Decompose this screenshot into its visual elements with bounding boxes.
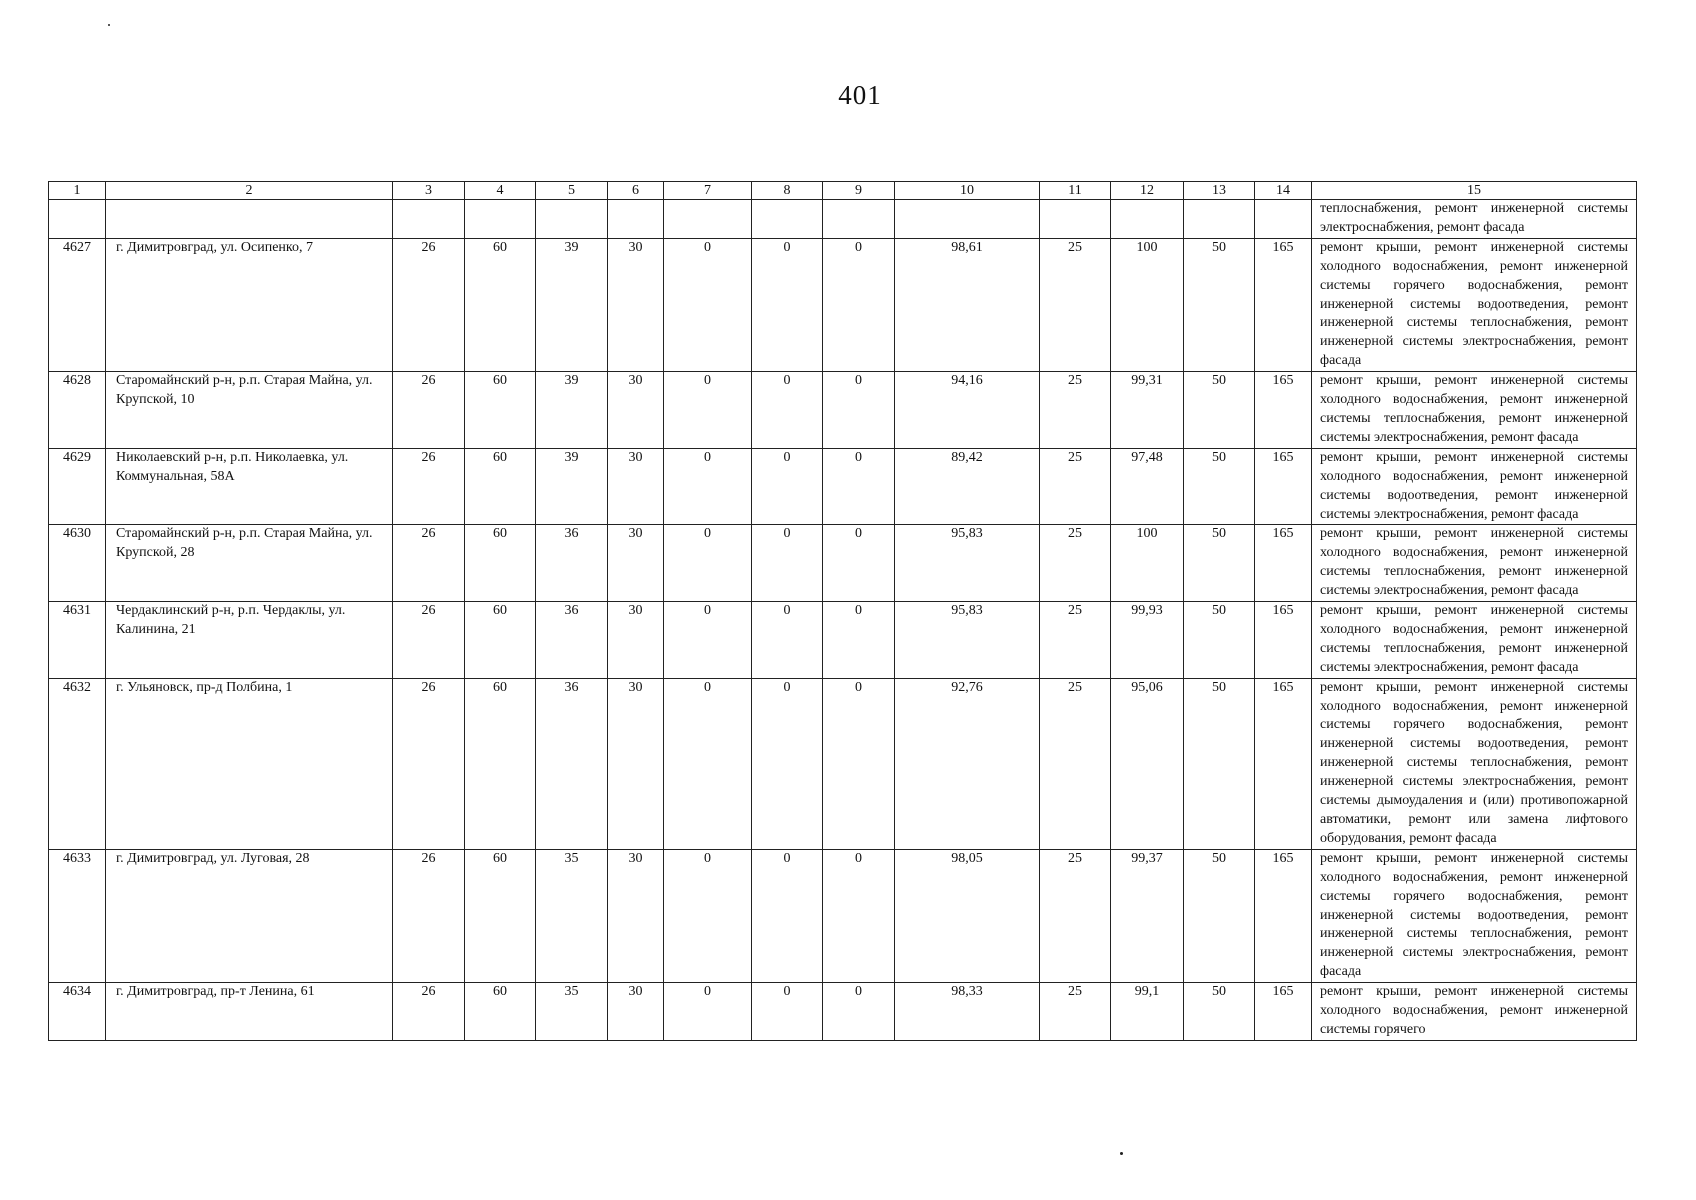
works-cell: ремонт крыши, ремонт инженерной системы холодного водоснабжения, ремонт инженерной системы горячего водоснабжения, ремонт инженерной системы водоотведения, ремонт инженерной системы теплоснабжения, ремонт инженерной системы электроснабжения, ремонт системы дымоудаления и (или) противопожарной автоматики, ремонт или замена лифтового оборудования, ремонт фасада — [1312, 678, 1637, 849]
col-3: 26 — [393, 849, 465, 982]
col-13: 50 — [1184, 448, 1255, 525]
address: г. Ульяновск, пр-д Полбина, 1 — [106, 678, 393, 849]
col-10: 89,42 — [895, 448, 1040, 525]
col-11: 25 — [1040, 849, 1111, 982]
column-header: 13 — [1184, 182, 1255, 200]
col-3: 26 — [393, 678, 465, 849]
col-12: 99,31 — [1111, 372, 1184, 449]
col-6: 30 — [608, 448, 664, 525]
col-11: 25 — [1040, 238, 1111, 371]
col-3: 26 — [393, 448, 465, 525]
table-row — [49, 525, 1637, 602]
column-header: 5 — [536, 182, 608, 200]
column-header: 12 — [1111, 182, 1184, 200]
works-cell: теплоснабжения, ремонт инженерной системы электроснабжения, ремонт фасада — [1312, 200, 1637, 239]
col-10: 98,05 — [895, 849, 1040, 982]
col-9: 0 — [823, 602, 895, 679]
col-8: 0 — [752, 448, 823, 525]
col-6: 30 — [608, 238, 664, 371]
column-header: 4 — [465, 182, 536, 200]
col-4: 60 — [465, 238, 536, 371]
table-row — [49, 602, 1637, 679]
column-header: 6 — [608, 182, 664, 200]
address: Старомайнский р-н, р.п. Старая Майна, ул. Крупской, 10 — [106, 372, 393, 449]
col-4: 60 — [465, 678, 536, 849]
col-12: 99,93 — [1111, 602, 1184, 679]
col-12: 95,06 — [1111, 678, 1184, 849]
col-14: 165 — [1255, 849, 1312, 982]
col-3: 26 — [393, 983, 465, 1041]
scan-speck — [108, 24, 110, 26]
col-5: 39 — [536, 238, 608, 371]
address: г. Димитровград, ул. Осипенко, 7 — [106, 238, 393, 371]
table-row — [49, 983, 1637, 1041]
col-7: 0 — [664, 602, 752, 679]
col-5: 36 — [536, 525, 608, 602]
col-9: 0 — [823, 525, 895, 602]
address: г. Димитровград, пр-т Ленина, 61 — [106, 983, 393, 1041]
col-8: 0 — [752, 372, 823, 449]
col-4: 60 — [465, 849, 536, 982]
col-7: 0 — [664, 238, 752, 371]
col-5: 36 — [536, 602, 608, 679]
col-6: 30 — [608, 983, 664, 1041]
col-10: 95,83 — [895, 602, 1040, 679]
col-11: 25 — [1040, 525, 1111, 602]
col-13: 50 — [1184, 678, 1255, 849]
col-13: 50 — [1184, 602, 1255, 679]
col-5: 35 — [536, 983, 608, 1041]
col-6: 30 — [608, 525, 664, 602]
col-7: 0 — [664, 525, 752, 602]
col-12: 100 — [1111, 525, 1184, 602]
address: Чердаклинский р-н, р.п. Чердаклы, ул. Калинина, 21 — [106, 602, 393, 679]
col-6: 30 — [608, 849, 664, 982]
col-14: 165 — [1255, 238, 1312, 371]
col-7: 0 — [664, 849, 752, 982]
col-5: 35 — [536, 849, 608, 982]
col-10: 98,33 — [895, 983, 1040, 1041]
row-number: 4633 — [49, 849, 106, 982]
address: Николаевский р-н, р.п. Николаевка, ул. Коммунальная, 58А — [106, 448, 393, 525]
col-14: 165 — [1255, 678, 1312, 849]
col-9: 0 — [823, 372, 895, 449]
col-6: 30 — [608, 372, 664, 449]
scan-speck — [1120, 1152, 1123, 1155]
col-4: 60 — [465, 372, 536, 449]
col-14: 165 — [1255, 372, 1312, 449]
col-3: 26 — [393, 602, 465, 679]
column-header: 11 — [1040, 182, 1111, 200]
column-header: 1 — [49, 182, 106, 200]
col-13: 50 — [1184, 525, 1255, 602]
column-header: 10 — [895, 182, 1040, 200]
col-10: 94,16 — [895, 372, 1040, 449]
col-11: 25 — [1040, 372, 1111, 449]
col-6: 30 — [608, 678, 664, 849]
col-8: 0 — [752, 238, 823, 371]
col-8: 0 — [752, 602, 823, 679]
continuation-row — [49, 200, 1637, 239]
column-number-header-row — [49, 182, 1637, 200]
col-13: 50 — [1184, 849, 1255, 982]
col-14: 165 — [1255, 525, 1312, 602]
col-4: 60 — [465, 602, 536, 679]
col-9: 0 — [823, 448, 895, 525]
column-header: 2 — [106, 182, 393, 200]
works-cell: ремонт крыши, ремонт инженерной системы холодного водоснабжения, ремонт инженерной системы горячего водоснабжения, ремонт инженерной системы водоотведения, ремонт инженерной системы теплоснабжения, ремонт инженерной системы электроснабжения, ремонт фасада — [1312, 238, 1637, 371]
column-header: 15 — [1312, 182, 1637, 200]
col-3: 26 — [393, 372, 465, 449]
col-4: 60 — [465, 983, 536, 1041]
table-row — [49, 372, 1637, 449]
col-11: 25 — [1040, 983, 1111, 1041]
col-13: 50 — [1184, 983, 1255, 1041]
row-number: 4629 — [49, 448, 106, 525]
col-14: 165 — [1255, 448, 1312, 525]
col-3: 26 — [393, 525, 465, 602]
row-number: 4631 — [49, 602, 106, 679]
col-11: 25 — [1040, 602, 1111, 679]
works-cell: ремонт крыши, ремонт инженерной системы холодного водоснабжения, ремонт инженерной системы теплоснабжения, ремонт инженерной системы электроснабжения, ремонт фасада — [1312, 525, 1637, 602]
works-table — [48, 181, 1637, 1041]
col-13: 50 — [1184, 372, 1255, 449]
col-12: 97,48 — [1111, 448, 1184, 525]
row-number: 4627 — [49, 238, 106, 371]
row-number: 4632 — [49, 678, 106, 849]
row-number: 4628 — [49, 372, 106, 449]
works-cell: ремонт крыши, ремонт инженерной системы холодного водоснабжения, ремонт инженерной системы теплоснабжения, ремонт инженерной системы электроснабжения, ремонт фасада — [1312, 602, 1637, 679]
col-10: 95,83 — [895, 525, 1040, 602]
works-cell: ремонт крыши, ремонт инженерной системы холодного водоснабжения, ремонт инженерной системы горячего водоснабжения, ремонт инженерной системы водоотведения, ремонт инженерной системы теплоснабжения, ремонт инженерной системы электроснабжения, ремонт фасада — [1312, 849, 1637, 982]
column-header: 14 — [1255, 182, 1312, 200]
col-14: 165 — [1255, 602, 1312, 679]
col-13: 50 — [1184, 238, 1255, 371]
col-14: 165 — [1255, 983, 1312, 1041]
col-5: 36 — [536, 678, 608, 849]
col-9: 0 — [823, 678, 895, 849]
col-8: 0 — [752, 849, 823, 982]
col-6: 30 — [608, 602, 664, 679]
works-cell: ремонт крыши, ремонт инженерной системы холодного водоснабжения, ремонт инженерной системы теплоснабжения, ремонт инженерной системы электроснабжения, ремонт фасада — [1312, 372, 1637, 449]
address: г. Димитровград, ул. Луговая, 28 — [106, 849, 393, 982]
table-row — [49, 448, 1637, 525]
col-8: 0 — [752, 983, 823, 1041]
col-5: 39 — [536, 372, 608, 449]
col-10: 98,61 — [895, 238, 1040, 371]
table-row — [49, 238, 1637, 371]
col-9: 0 — [823, 238, 895, 371]
column-header: 3 — [393, 182, 465, 200]
col-3: 26 — [393, 238, 465, 371]
col-4: 60 — [465, 525, 536, 602]
col-7: 0 — [664, 983, 752, 1041]
row-number: 4630 — [49, 525, 106, 602]
col-7: 0 — [664, 448, 752, 525]
works-cell: ремонт крыши, ремонт инженерной системы холодного водоснабжения, ремонт инженерной системы горячего — [1312, 983, 1637, 1041]
col-12: 99,1 — [1111, 983, 1184, 1041]
col-11: 25 — [1040, 448, 1111, 525]
column-header: 8 — [752, 182, 823, 200]
table-row — [49, 678, 1637, 849]
row-number: 4634 — [49, 983, 106, 1041]
col-12: 99,37 — [1111, 849, 1184, 982]
col-4: 60 — [465, 448, 536, 525]
col-12: 100 — [1111, 238, 1184, 371]
col-9: 0 — [823, 983, 895, 1041]
col-10: 92,76 — [895, 678, 1040, 849]
col-7: 0 — [664, 372, 752, 449]
col-11: 25 — [1040, 678, 1111, 849]
column-header: 9 — [823, 182, 895, 200]
table-row — [49, 849, 1637, 982]
col-8: 0 — [752, 678, 823, 849]
col-5: 39 — [536, 448, 608, 525]
address: Старомайнский р-н, р.п. Старая Майна, ул. Крупской, 28 — [106, 525, 393, 602]
works-cell: ремонт крыши, ремонт инженерной системы холодного водоснабжения, ремонт инженерной системы водоотведения, ремонт инженерной системы электроснабжения, ремонт фасада — [1312, 448, 1637, 525]
page-number: 401 — [838, 80, 882, 110]
col-7: 0 — [664, 678, 752, 849]
column-header: 7 — [664, 182, 752, 200]
col-8: 0 — [752, 525, 823, 602]
col-9: 0 — [823, 849, 895, 982]
